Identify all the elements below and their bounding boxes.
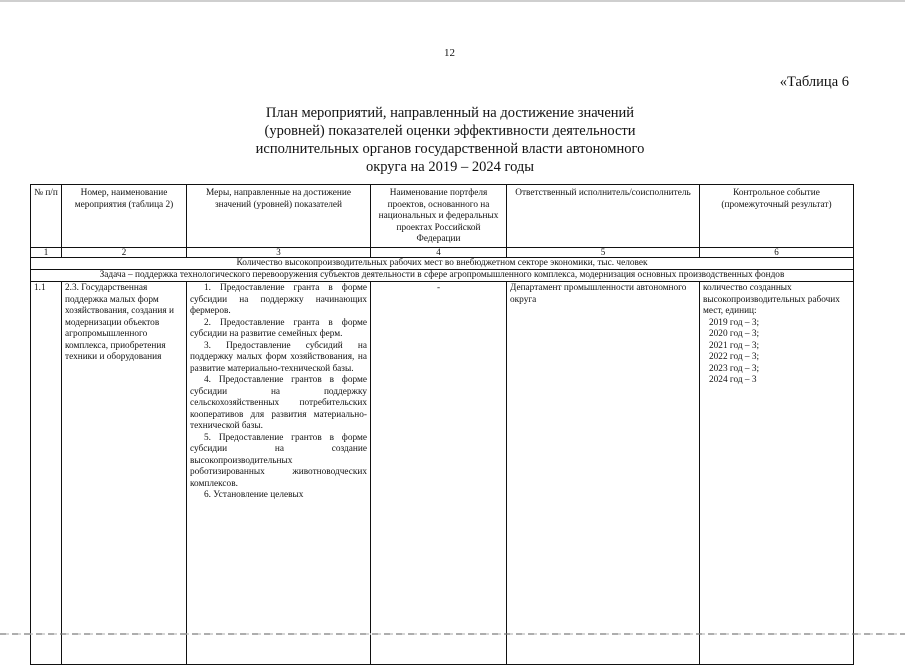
title-line: План мероприятий, направленный на достижение значений — [265, 105, 635, 121]
measure-item: 3. Предоставление субсидий на поддержку малых форм хозяйствования, на развитие материально-технической базы. — [190, 340, 367, 374]
event-year: 2024 год – 3 — [709, 375, 757, 385]
column-number: 3 — [187, 248, 371, 258]
column-number: 2 — [62, 248, 187, 258]
measure-item: 2. Предоставление гранта в форме субсидии на развитие семейных ферм. — [190, 317, 367, 339]
header-responsible: Ответственный исполнитель/соисполнитель — [507, 185, 700, 248]
table-reference: «Таблица 6 — [779, 74, 849, 90]
plan-table — [30, 184, 854, 665]
task-row — [31, 270, 854, 282]
event-year: 2019 год – 3; — [709, 317, 760, 328]
page-number: 12 — [444, 47, 455, 59]
title-line: (уровней) показателей оценки эффективности деятельности — [264, 123, 636, 139]
document-title — [160, 104, 740, 176]
measure-item: 6. Установление целевых — [204, 490, 304, 500]
event-title: количество созданных высокопроизводительных рабочих мест, единиц: — [703, 283, 840, 316]
event-year: 2021 год – 3; — [709, 340, 760, 351]
responsible-cell: Департамент промышленности автономного округа — [507, 282, 700, 665]
column-number: 5 — [507, 248, 700, 258]
event-year: 2023 год – 3; — [709, 363, 760, 374]
column-number: 4 — [371, 248, 507, 258]
header-event: Контрольное событие (промежуточный результат) — [700, 185, 854, 248]
column-number: 1 — [31, 248, 62, 258]
event-year: 2020 год – 3; — [709, 329, 760, 339]
measures-cell — [187, 282, 371, 665]
measure-item: 4. Предоставление грантов в форме субсидии на поддержку сельскохозяйственных потребительских кооперативов для развития материально-технической базы. — [190, 375, 367, 431]
header-measures: Меры, направленные на достижение значений (уровней) показателей — [187, 185, 371, 248]
measure-item: 5. Предоставление грантов в форме субсидии на создание высокопроизводительных роботизированных животноводческих комплексов. — [190, 432, 367, 489]
header-portfolio: Наименование портфеля проектов, основанного на национальных и федеральных проектах Российской Федерации — [371, 185, 507, 248]
header-num: № п/п — [31, 185, 62, 248]
column-number-row — [31, 248, 854, 258]
indicator-row — [31, 258, 854, 270]
header-activity: Номер, наименование мероприятия (таблица 2) — [62, 185, 187, 248]
indicator-text: Количество высокопроизводительных рабочих мест во внебюджетном секторе экономики, тыс. человек — [31, 258, 854, 270]
title-line: округа на 2019 – 2024 годы — [365, 159, 535, 175]
scan-edge-bottom — [0, 633, 905, 635]
activity-name: 2.3. Государственная поддержка малых форм хозяйствования, создания и модернизации объектов агропромышленного комплекса, приобретения техники и оборудования — [62, 282, 187, 665]
column-number: 6 — [700, 248, 854, 258]
title-line: исполнительных органов государственной власти автономного — [255, 141, 645, 157]
event-year: 2022 год – 3; — [709, 352, 760, 362]
portfolio-cell: - — [371, 282, 507, 665]
row-number: 1.1 — [31, 282, 62, 665]
scan-edge-top — [0, 0, 905, 2]
table-row — [31, 282, 854, 665]
task-text: Задача – поддержка технологического перевооружения субъектов деятельности в сфере агропромышленного комплекса, модернизация основных производственных фондов — [31, 270, 854, 282]
measure-item: 1. Предоставление гранта в форме субсидии на поддержку начинающих фермеров. — [190, 283, 367, 316]
event-cell — [700, 282, 854, 665]
table-header-row — [31, 185, 854, 248]
